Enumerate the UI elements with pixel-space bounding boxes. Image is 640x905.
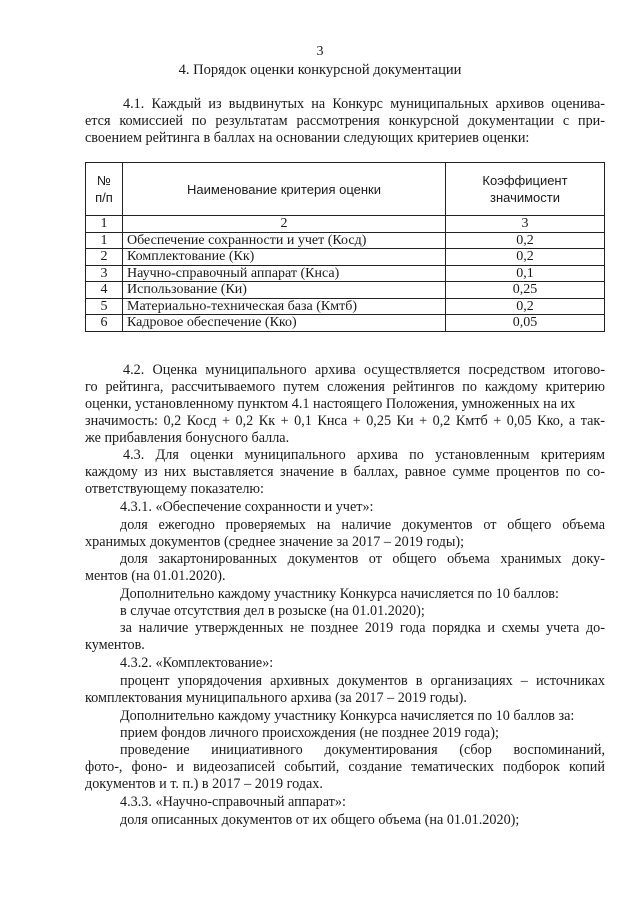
header-num: № п/п	[86, 163, 123, 216]
p42-line-2: го рейтинга, рассчитываемого путем сложения рейтингов по каждому критерию	[85, 379, 605, 395]
p431-bonus: Дополнительно каждому участнику Конкурса начисляется по 10 баллов:	[120, 586, 559, 602]
row-num: 6	[86, 315, 123, 332]
table-row	[86, 282, 605, 299]
section-title: 4. Порядок оценки конкурсной документации	[178, 62, 462, 78]
page-number: 3	[316, 44, 324, 59]
row-num: 3	[86, 265, 123, 282]
row-coef: 0,1	[446, 265, 605, 282]
row-name: Обеспечение сохранности и учет (Косд)	[123, 232, 446, 249]
p43-line-3: ответствующему показателю:	[85, 481, 264, 497]
p42-line-4: значимость: 0,2 Косд + 0,2 Кк + 0,1 Кнса + 0,25 Ки + 0,2 Кмтб + 0,05 Кко, а так-	[85, 413, 605, 429]
row-coef: 0,05	[446, 315, 605, 332]
row-name: Материально-техническая база (Кмтб)	[123, 298, 446, 315]
row-name: Научно-справочный аппарат (Кнса)	[123, 265, 446, 282]
p433-item1: доля описанных документов от их общего объема (на 01.01.2020);	[120, 812, 520, 828]
row-name: Кадровое обеспечение (Кко)	[123, 315, 446, 332]
p43-line-1: 4.3. Для оценки муниципального архива по установленным критериям	[123, 447, 605, 463]
p432-bonus-2-line-1: проведение инициативного документирования (сбор воспоминаний,	[120, 742, 605, 758]
p432-bonus-2-line-2: фото-, фоно- и видеозаписей событий, создание тематических подборок копий	[85, 759, 605, 775]
header-name: Наименование критерия оценки	[123, 163, 446, 216]
p431-item1-line-1: доля ежегодно проверяемых на наличие документов от общего объема	[120, 517, 605, 533]
table-row	[86, 232, 605, 249]
row-coef: 0,2	[446, 298, 605, 315]
table-index-row	[86, 216, 605, 233]
p433-heading: 4.3.3. «Научно-справочный аппарат»:	[120, 794, 346, 810]
p43-line-2: каждому из них выставляется значение в баллах, равное сумме процентов по со-	[85, 464, 605, 480]
index-cell-2: 2	[123, 216, 446, 233]
row-name: Комплектование (Кк)	[123, 249, 446, 266]
index-cell-3: 3	[446, 216, 605, 233]
row-num: 5	[86, 298, 123, 315]
row-coef: 0,25	[446, 282, 605, 299]
table-row	[86, 298, 605, 315]
row-num: 4	[86, 282, 123, 299]
p42-line-3: оценки, установленному пунктом 4.1 настоящего Положения, умноженных на их	[85, 396, 576, 412]
table-row	[86, 265, 605, 282]
p431-bonus-1: в случае отсутствия дел в розыске (на 01.01.2020);	[120, 603, 425, 619]
p431-item1-line-2: хранимых документов (среднее значение за 2017 – 2019 годы);	[85, 534, 465, 550]
row-coef: 0,2	[446, 232, 605, 249]
intro-line-2: ется комиссией по результатам рассмотрения конкурсной документации с при-	[85, 113, 605, 129]
p431-bonus-2-line-2: кументов.	[85, 637, 145, 653]
row-num: 2	[86, 249, 123, 266]
p42-line-1: 4.2. Оценка муниципального архива осуществляется посредством итогово-	[123, 362, 605, 378]
p431-item2-line-2: ментов (на 01.01.2020).	[85, 568, 226, 584]
table-row	[86, 249, 605, 266]
row-name: Использование (Ки)	[123, 282, 446, 299]
row-num: 1	[86, 232, 123, 249]
p432-bonus-1: прием фондов личного происхождения (не позднее 2019 года);	[120, 725, 499, 741]
p432-heading: 4.3.2. «Комплектование»:	[120, 655, 274, 671]
header-coef: Коэффициент значимости	[446, 163, 605, 216]
p432-bonus: Дополнительно каждому участнику Конкурса начисляется по 10 баллов за:	[120, 708, 575, 724]
p431-bonus-2-line-1: за наличие утвержденных не позднее 2019 года порядка и схемы учета до-	[120, 620, 605, 636]
table-header-row	[86, 163, 605, 216]
index-cell-1: 1	[86, 216, 123, 233]
p432-item1-line-2: комплектования муниципального архива (за 2017 – 2019 годы).	[85, 690, 467, 706]
intro-line-3: своением рейтинга в баллах на основании следующих критериев оценки:	[85, 130, 530, 146]
p42-line-5: же прибавления бонусного балла.	[85, 430, 290, 446]
p432-item1-line-1: процент упорядочения архивных документов в организациях – источниках	[120, 673, 605, 689]
intro-line-1: 4.1. Каждый из выдвинутых на Конкурс муниципальных архивов оценива-	[123, 96, 605, 112]
table-row	[86, 315, 605, 332]
row-coef: 0,2	[446, 249, 605, 266]
p432-bonus-2-line-3: документов и т. п.) в 2017 – 2019 годах.	[85, 776, 323, 792]
p431-item2-line-1: доля закартонированных документов от общего объема хранимых доку-	[120, 551, 605, 567]
criteria-table	[85, 162, 605, 332]
p431-heading: 4.3.1. «Обеспечение сохранности и учет»:	[120, 499, 374, 515]
